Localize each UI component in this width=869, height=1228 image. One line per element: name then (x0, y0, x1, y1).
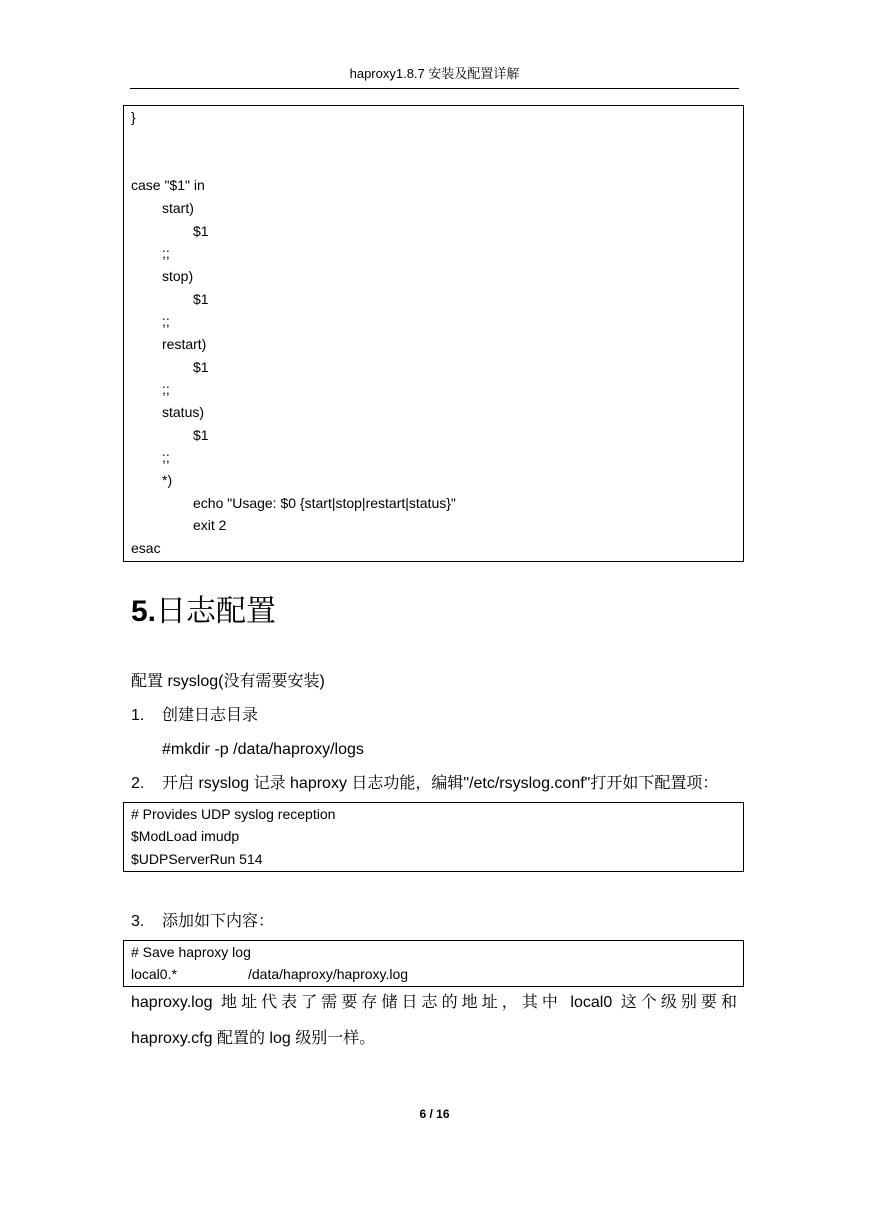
code-block-rsyslog-conf (123, 802, 744, 872)
explanation-line: haproxy.cfg 配置的 log 级别一样。 (131, 1030, 376, 1047)
code-line: $1 (193, 359, 209, 375)
code-line: # Provides UDP syslog reception (131, 806, 336, 822)
page-header: haproxy1.8.7 安装及配置详解 (349, 66, 520, 81)
page-number: 6 / 16 (419, 1107, 450, 1121)
code-line: /data/haproxy/haproxy.log (248, 966, 409, 982)
code-line: } (131, 109, 136, 125)
code-line: $1 (193, 427, 209, 443)
code-line: local0.* (131, 966, 177, 982)
section-number: 5. (131, 595, 157, 628)
step-text: 添加如下内容： (162, 913, 275, 930)
intro-text: 配置 rsyslog(没有需要安装) (131, 673, 325, 690)
step-number: 1. (131, 707, 145, 724)
code-line: case "$1" in (131, 177, 205, 193)
section-heading (131, 592, 276, 632)
step-text: 开启 rsyslog 记录 haproxy 日志功能，编辑"/etc/rsyslog.conf"打开如下配置项： (162, 775, 719, 792)
code-line: esac (131, 540, 161, 556)
mkdir-command: #mkdir -p /data/haproxy/logs (162, 741, 364, 758)
explanation-line: haproxy.log 地址代表了需要存储日志的地址，其中 local0 这个级别要和 (131, 994, 737, 1011)
code-line: status) (162, 404, 205, 420)
code-line: *) (162, 472, 173, 488)
code-line: echo "Usage: $0 {start|stop|restart|status}" (193, 495, 456, 511)
code-line: ;; (162, 449, 170, 465)
code-line: restart) (162, 336, 207, 352)
code-line: $1 (193, 291, 209, 307)
code-line: ;; (162, 381, 170, 397)
code-line: $UDPServerRun 514 (131, 851, 263, 867)
code-line: # Save haproxy log (131, 944, 251, 960)
code-line: ;; (162, 313, 170, 329)
code-line: exit 2 (193, 517, 227, 533)
code-line: $ModLoad imudp (131, 828, 240, 844)
code-block-haproxy-log (123, 940, 744, 987)
code-line: ;; (162, 245, 170, 261)
code-line: stop) (162, 268, 194, 284)
step-number: 3. (131, 913, 145, 930)
code-block-case (123, 105, 744, 562)
code-line: $1 (193, 223, 209, 239)
code-line: start) (162, 200, 194, 216)
step-number: 2. (131, 775, 145, 792)
section-title: 日志配置 (156, 595, 277, 628)
step-text: 创建日志目录 (162, 707, 259, 724)
header-divider (130, 88, 739, 89)
